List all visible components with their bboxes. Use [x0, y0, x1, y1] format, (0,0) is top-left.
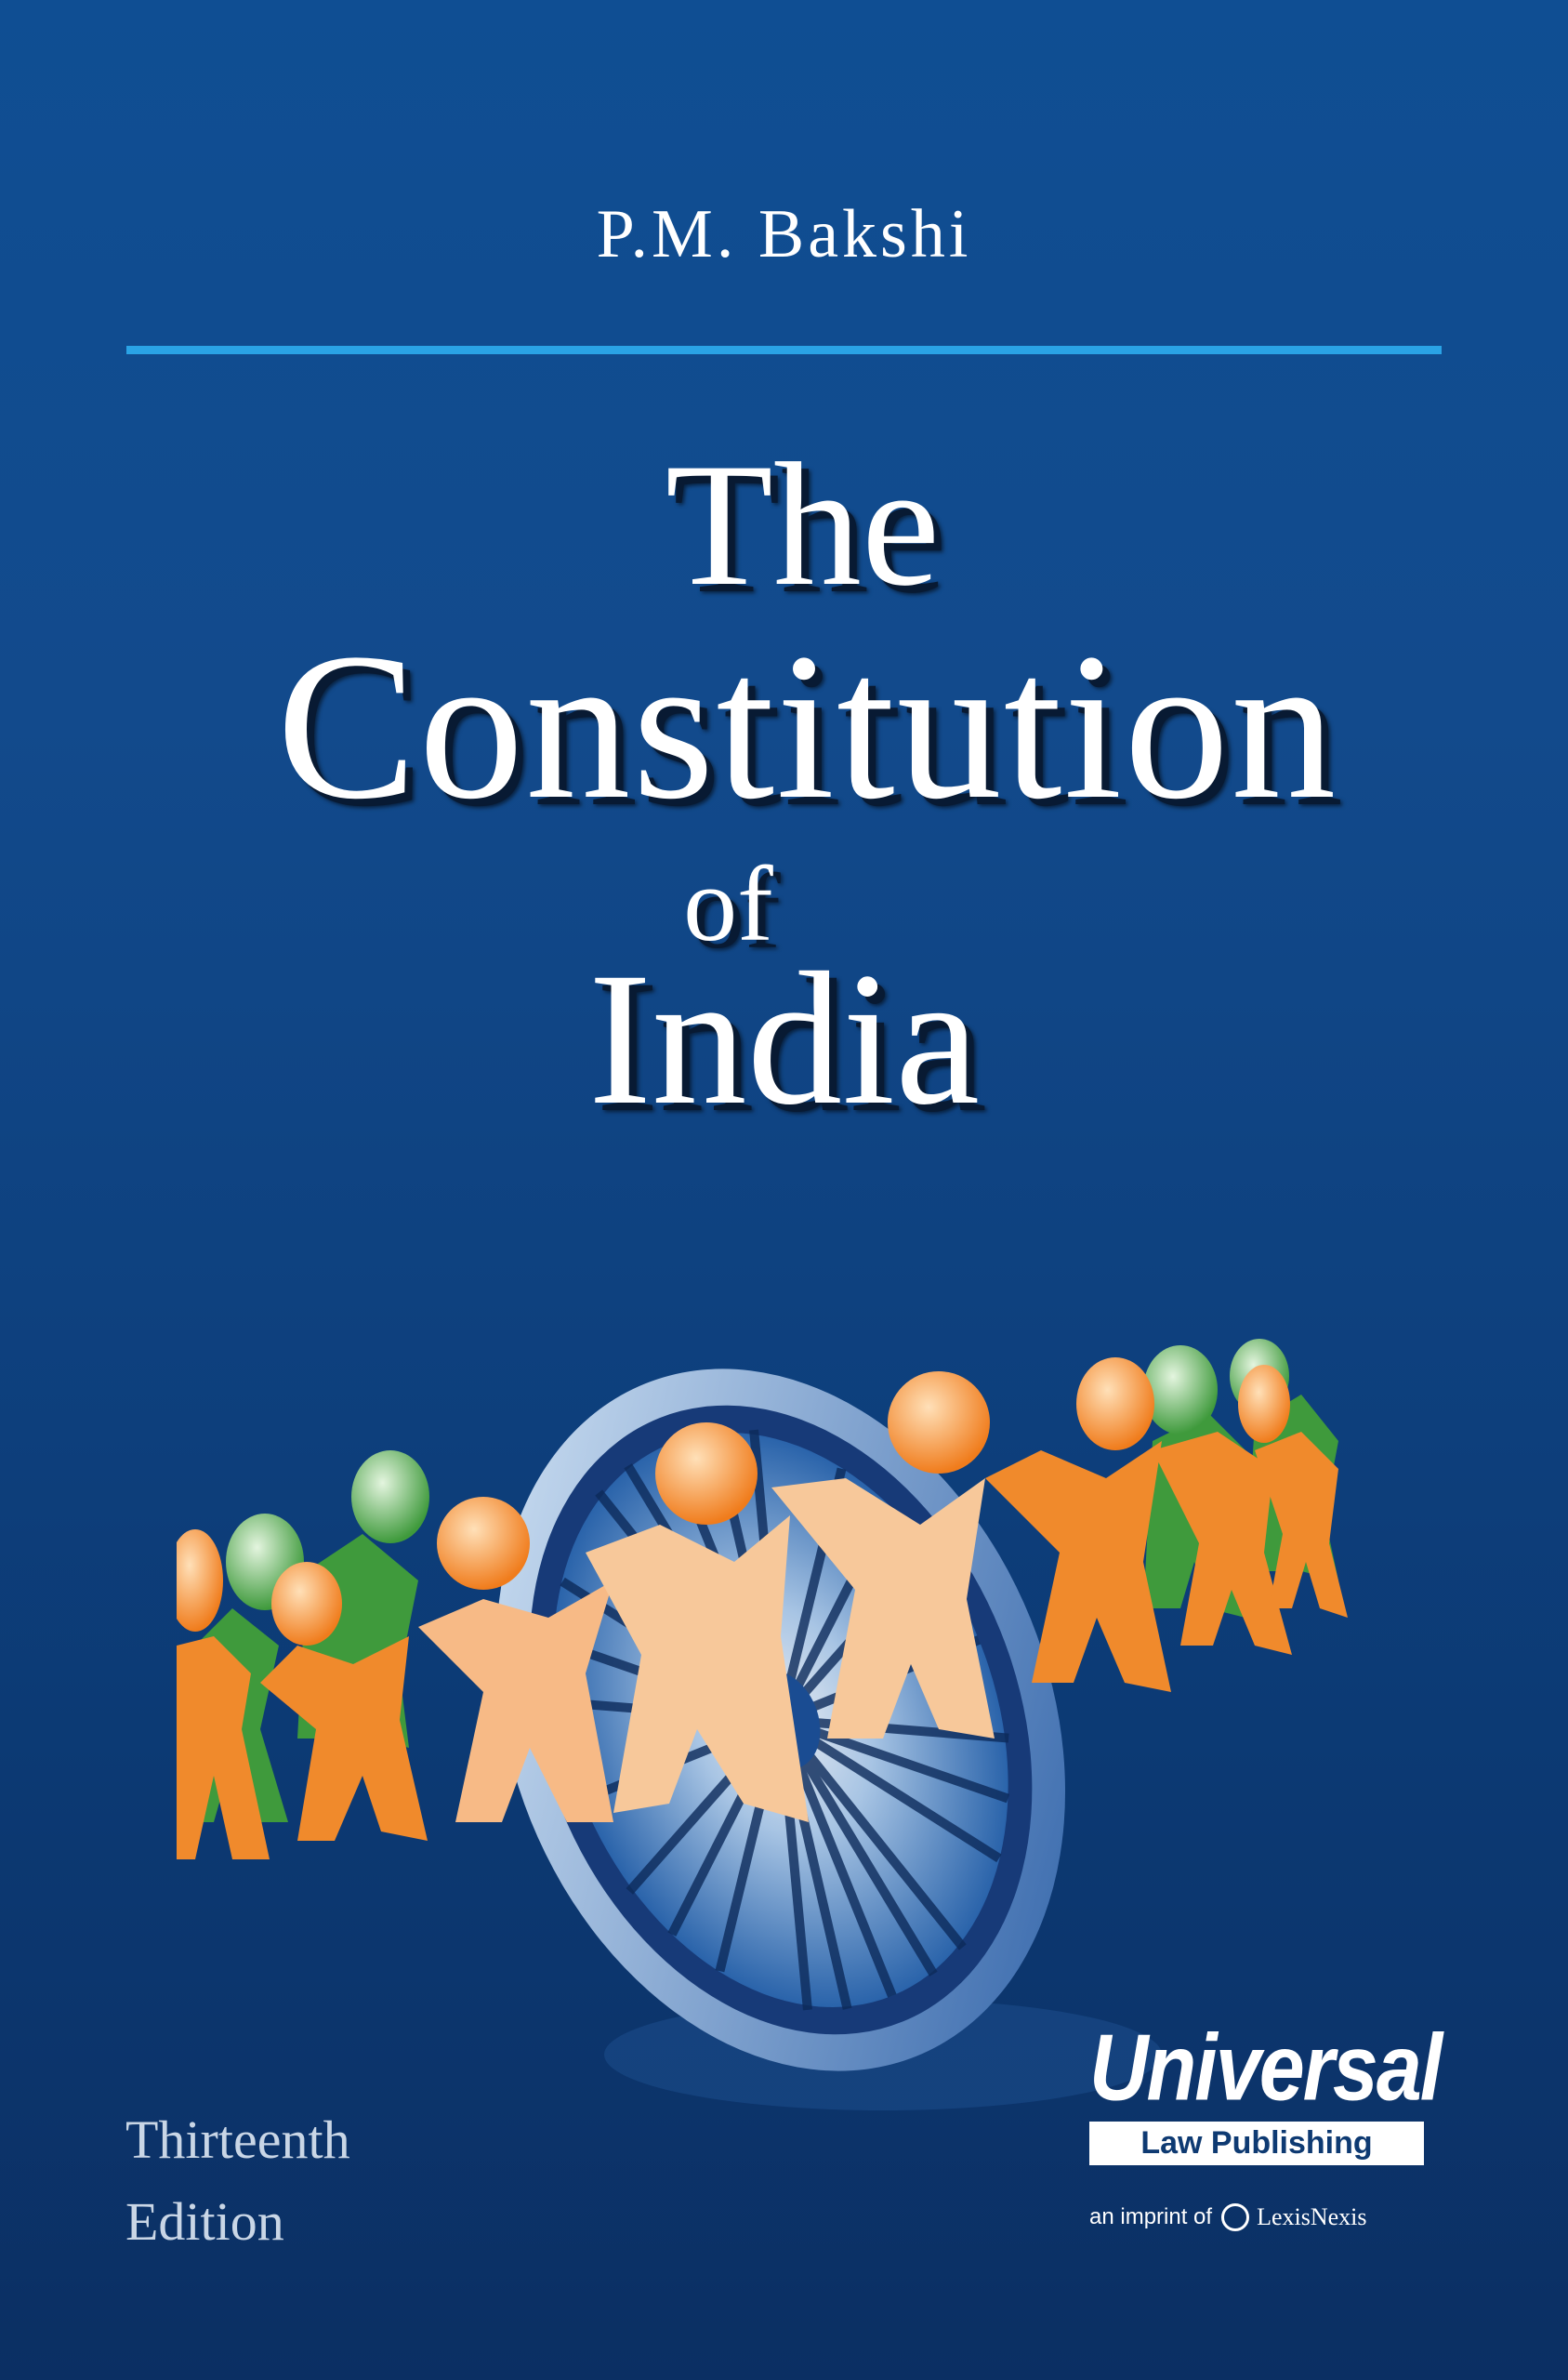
saffron-head: [437, 1497, 530, 1590]
saffron-head: [1238, 1365, 1290, 1443]
green-head: [1143, 1345, 1218, 1435]
edition-label-line2: Edition: [125, 2191, 284, 2252]
publisher-subtitle: Law Publishing: [1089, 2122, 1424, 2165]
saffron-head: [888, 1371, 990, 1474]
title-line-of: of: [683, 845, 773, 964]
saffron-head: [271, 1562, 342, 1646]
edition-label-line1: Thirteenth: [125, 2109, 350, 2170]
title-line-the: The: [665, 428, 941, 623]
green-head: [351, 1450, 429, 1543]
title-divider: [126, 346, 1442, 354]
publisher-imprint: [1089, 2203, 1443, 2231]
title-line-constitution: Constitution: [276, 610, 1338, 842]
imprint-prefix: an imprint of: [1089, 2204, 1213, 2229]
author-name: P.M. Bakshi: [596, 196, 972, 272]
saffron-head: [1076, 1357, 1154, 1450]
publisher-logo: [1089, 2014, 1442, 2230]
saffron-head: [177, 1529, 223, 1632]
imprint-name: LexisNexis: [1257, 2203, 1367, 2230]
saffron-head: [655, 1422, 758, 1525]
publisher-name: Universal: [1089, 2014, 1442, 2121]
title-line-india: India: [587, 933, 981, 1144]
lexisnexis-logo-icon: [1221, 2203, 1249, 2231]
